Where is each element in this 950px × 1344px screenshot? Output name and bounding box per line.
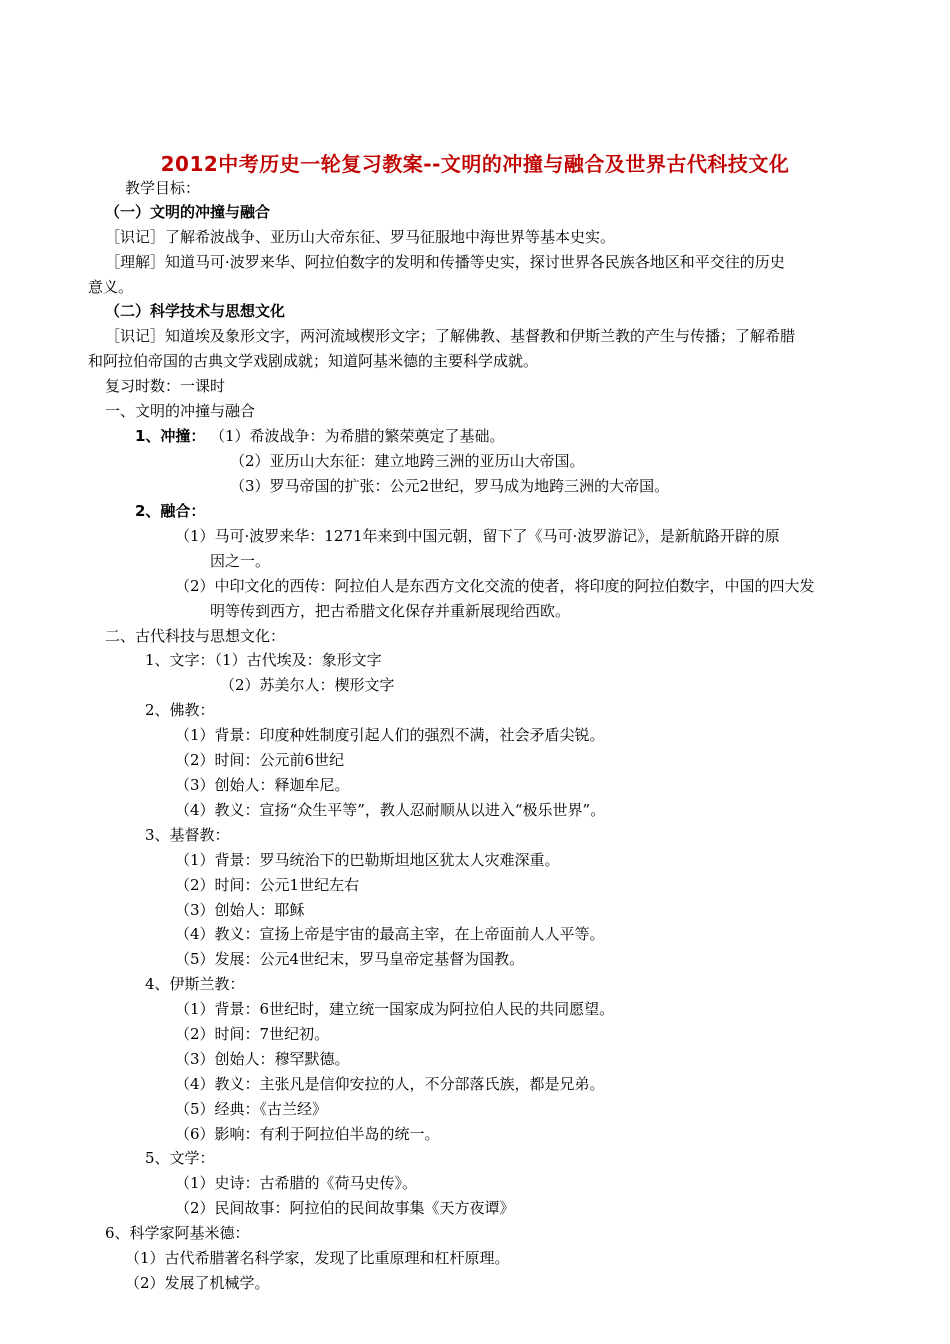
islam-item: （6）影响：有利于阿拉伯半岛的统一。 <box>175 1125 440 1143</box>
islam-item: （3）创始人：穆罕默德。 <box>175 1050 350 1068</box>
buddhism-item: （2）时间：公元前6世纪 <box>175 751 345 769</box>
writing-line-2: （2）苏美尔人：楔形文字 <box>220 676 395 694</box>
buddhism-item: （1）背景：印度种姓制度引起人们的强烈不满，社会矛盾尖锐。 <box>175 726 605 744</box>
archimedes-label: 6、科学家阿基米德： <box>105 1224 250 1242</box>
section2-recall-line2: 和阿拉伯帝国的古典文学戏剧成就；知道阿基米德的主要科学成就。 <box>88 352 539 370</box>
part2-heading: 二、古代科技与思想文化： <box>105 627 286 645</box>
islam-item: （1）背景：6世纪时，建立统一国家成为阿拉伯人民的共同愿望。 <box>175 1000 615 1018</box>
christianity-item: （3）创始人：耶稣 <box>175 901 305 919</box>
archimedes-item: （1）古代希腊著名科学家，发现了比重原理和杠杆原理。 <box>125 1249 510 1267</box>
section2-recall-line1: ［识记］知道埃及象形文字，两河流域楔形文字；了解佛教、基督教和伊斯兰教的产生与传播；了解希腊 <box>105 327 796 345</box>
document-title: 2012中考历史一轮复习教案--文明的冲撞与融合及世界古代科技文化 <box>160 152 790 176</box>
section1-understand-line1: ［理解］知道马可·波罗来华、阿拉伯数字的发明和传播等史实，探讨世界各民族各地区和平交往的历史 <box>105 253 785 271</box>
writing-line-1: 1、文字：（1）古代埃及：象形文字 <box>145 651 382 669</box>
literature-item: （2）民间故事：阿拉伯的民间故事集《天方夜谭》 <box>175 1199 515 1217</box>
buddhism-item: （3）创始人：释迦牟尼。 <box>175 776 350 794</box>
section1-recall: ［识记］了解希波战争、亚历山大帝东征、罗马征服地中海世界等基本史实。 <box>105 228 616 246</box>
fusion-item-2-line2: 明等传到西方，把古希腊文化保存并重新展现给西欧。 <box>210 602 571 620</box>
literature-label: 5、文学： <box>145 1149 215 1167</box>
buddhism-item: （4）教义：宣扬“众生平等”，教人忍耐顺从以进入“极乐世界”。 <box>175 801 606 819</box>
islam-item: （5）经典：《古兰经》 <box>175 1100 328 1118</box>
section2-heading: （二）科学技术与思想文化 <box>105 302 286 320</box>
fusion-item-1-line2: 因之一。 <box>210 552 271 570</box>
fusion-item-2-line1: （2）中印文化的西传：阿拉伯人是东西方文化交流的使者，将印度的阿拉伯数字，中国的四大发 <box>175 577 815 595</box>
christianity-item: （1）背景：罗马统治下的巴勒斯坦地区犹太人灾难深重。 <box>175 851 560 869</box>
archimedes-item: （2）发展了机械学。 <box>125 1274 270 1292</box>
clash-label: 1、冲撞： <box>135 427 206 445</box>
review-time: 复习时数：一课时 <box>105 377 226 395</box>
christianity-item: （4）教义：宣扬上帝是宇宙的最高主宰，在上帝面前人人平等。 <box>175 925 605 943</box>
clash-item-2: （2）亚历山大东征：建立地跨三洲的亚历山大帝国。 <box>230 452 585 470</box>
objectives-label: 教学目标： <box>125 179 201 197</box>
part1-heading: 一、文明的冲撞与融合 <box>105 402 256 420</box>
fusion-label: 2、融合： <box>135 502 206 520</box>
islam-item: （4）教义：主张凡是信仰安拉的人，不分部落氏族，都是兄弟。 <box>175 1075 605 1093</box>
section1-heading: （一）文明的冲撞与融合 <box>105 203 271 221</box>
islam-item: （2）时间：7世纪初。 <box>175 1025 330 1043</box>
section1-understand-line2: 意义。 <box>88 278 134 296</box>
christianity-item: （5）发展：公元4世纪末，罗马皇帝定基督为国教。 <box>175 950 525 968</box>
literature-item: （1）史诗：古希腊的《荷马史传》。 <box>175 1174 418 1192</box>
clash-item-1: （1）希波战争：为希腊的繁荣奠定了基础。 <box>210 427 505 445</box>
buddhism-label: 2、佛教： <box>145 701 215 719</box>
clash-item-3: （3）罗马帝国的扩张：公元2世纪，罗马成为地跨三洲的大帝国。 <box>230 477 670 495</box>
islam-label: 4、伊斯兰教： <box>145 975 245 993</box>
fusion-item-1-line1: （1）马可·波罗来华：1271年来到中国元朝，留下了《马可·波罗游记》，是新航路开辟的原 <box>175 527 780 545</box>
christianity-label: 3、基督教： <box>145 826 230 844</box>
christianity-item: （2）时间：公元1世纪左右 <box>175 876 360 894</box>
